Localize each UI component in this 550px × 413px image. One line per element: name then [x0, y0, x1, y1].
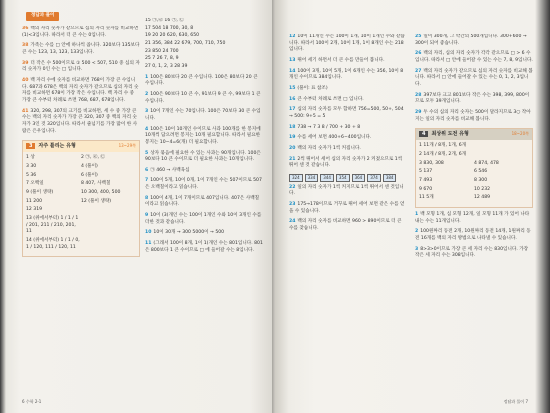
answer-row — [419, 169, 529, 176]
item-number: 17 — [289, 107, 296, 113]
answer-item — [289, 107, 407, 120]
answer-item — [145, 92, 263, 105]
answer-row — [26, 181, 136, 188]
item-text: 397보다 크고 801보다 작은 수는 398, 399, 800이므로 모두 39개입니다. — [415, 92, 530, 105]
answer-row: 25 7 26 7, 8, 9 — [145, 56, 179, 62]
answer-item — [145, 127, 263, 147]
item-number: 18 — [289, 124, 296, 130]
answer-cell: 8 407, 사백칠 — [81, 181, 111, 187]
answer-row: 27 0, 1, 2, 3 28 39 — [145, 63, 188, 69]
answer-item — [415, 212, 533, 225]
item-text: 10이 7개인 수는 70입니다. 100은 70보다 30 큰 수입니다. — [145, 109, 261, 121]
item-number: 13 — [289, 57, 296, 63]
section-badge: 3 — [26, 143, 35, 149]
answer-cell: 5 36 — [26, 172, 37, 178]
page-footer-left: 6 수학 2-1 — [22, 399, 42, 405]
section-top-challenge — [415, 128, 533, 208]
item-text: 100은 10이 10개인 수이므로 사과 100개를 한 봉지에 10개씩 담으려면 봉지는 10개 필요합니다. 따라서 필요한 봉지는 10−4=6(개) 더 필요합니다. — [145, 126, 261, 145]
answer-cell — [81, 238, 136, 251]
item-text: 100원짜리 동전 2개, 10원짜리 동전 14개, 1원짜리 동전 16개를 백의 자리 방법으로 나타낼 수 있습니다. — [415, 229, 531, 242]
answer-cell: 6 (풀이) — [81, 172, 98, 178]
item-text: 백 모형 1개, 십 모형 12개, 일 모형 11개 가 있어 나타내는 수는 11개입니다. — [415, 212, 530, 224]
answer-cell: 1 상 — [26, 155, 35, 161]
answer-row — [26, 216, 136, 236]
sequence-box: 334 — [305, 174, 319, 182]
item-number: 7 — [145, 178, 149, 184]
section-answers — [416, 140, 532, 207]
answer-item — [145, 230, 263, 237]
answer-cell: 12 489 — [474, 195, 491, 201]
answer-cell: 4 874, 478 — [474, 160, 499, 166]
item-text: 백의 자리 숫자가 1씩 커집니다. — [297, 145, 361, 151]
sequence-box: 344 — [320, 174, 334, 182]
answer-row — [419, 152, 529, 159]
item-number: 29 — [415, 109, 422, 115]
item-number: 26 — [415, 51, 422, 57]
answer-item — [289, 69, 407, 82]
sequence-box: 354 — [336, 174, 350, 182]
answer-item — [145, 196, 263, 209]
item-text: 두 수의 십의 자리 숫자는 500이 달라지므로 3○ 작아지는 일의 자리 숫자를 비교해 봅니다. — [415, 109, 531, 122]
item-number: 28 — [415, 92, 422, 98]
item-number: 40 — [22, 77, 29, 83]
sequence-box: 374 — [367, 174, 381, 182]
answer-cell: 3 830, 308 — [419, 160, 444, 166]
answer-row — [419, 187, 529, 194]
answer-cell: 10 232 — [474, 186, 491, 192]
item-number: 8 — [145, 195, 149, 201]
answer-cell — [474, 152, 529, 159]
answer-row — [419, 143, 529, 150]
item-text: 2씩 뛰어서 세어 십의 자리 숫자가 2 커졌으므로 1씩 뛰어 센 것 같습니다. — [289, 156, 403, 169]
answer-row: 23 850 24 700 — [145, 48, 179, 54]
item-number: 1 — [145, 74, 149, 80]
item-text: 8>3>0이므로 가장 큰 세 자리 수는 830입니다. 가장 작은 세 자리 수는 308입니다. — [415, 246, 529, 259]
right-page — [275, 0, 550, 413]
answer-cell — [81, 207, 136, 214]
item-text: 일의 자리 숫자가 1씩 커지므로 1씩 뛰어서 센 것입니다. — [289, 184, 404, 197]
page-footer-right: 정답과 풀이 7 — [503, 399, 528, 405]
item-text: 320, 298, 307의 크기를 비교하면, 세 수 중 가장 큰 수는 백의 자리 숫자가 가장 큰 320, 307 중 백의 자리 숫자가 3인 것 320입니다. 따라서 줄넘기를 가장 많이 한 사람은 은우입니다. — [22, 108, 138, 134]
answer-item — [289, 219, 407, 232]
item-number: 22 — [289, 184, 296, 190]
answer-item — [415, 247, 533, 260]
answer-row — [26, 190, 136, 197]
answer-cell: 5 137 — [419, 169, 433, 175]
item-number: 14 — [289, 68, 296, 74]
answer-item — [22, 26, 140, 39]
item-text: (그래서 100이 8개, 1이 1)개인 수는 801입니다. 801은 800보다 1 큰 수이므로 □ 에 들어갈 수는 8입니다. — [145, 241, 263, 253]
answer-item — [22, 109, 140, 136]
item-text: 100이 3개, 10이 5개, 1이 6개인 수는 356, 10이 8개인 수이므로 384입니다. — [289, 68, 404, 81]
item-number: 10 — [145, 230, 152, 236]
section-title: 자주 틀리는 유형 — [38, 143, 76, 150]
answer-cell: 12 319 — [26, 207, 43, 213]
item-number: 2 — [145, 91, 149, 97]
number-sequence — [289, 174, 407, 182]
item-text: 10이 (3)개인 수는 100이 1개인 수와 10이 3개인 수를 더한 것과 같습니다. — [145, 213, 262, 225]
answer-cell: 6 546 — [474, 169, 488, 175]
item-number: 6 — [145, 167, 149, 173]
answer-cell: 12 (풀이 생략) — [81, 198, 112, 204]
answer-item — [289, 146, 407, 153]
section-answers — [23, 152, 139, 256]
answer-cell: 11 5개 — [419, 195, 434, 201]
item-number: 9 — [145, 213, 149, 219]
answer-row — [26, 173, 136, 180]
answer-item — [145, 241, 263, 254]
answer-cell: 2 14개 / 8개, 2개, 6개 — [419, 152, 467, 158]
item-text: 100은 80보다 20 큰 수입니다. 100은 80보다 20 큰 수입니다. — [145, 74, 258, 87]
item-number: 25 — [415, 34, 422, 39]
item-number: 3 — [415, 246, 419, 252]
answer-row — [26, 155, 136, 162]
section-badge: 4 — [419, 131, 428, 137]
answer-item — [289, 157, 407, 170]
item-text: 백의 자리 숫자가 같으므로 십의 자리 숫자를 비교해 봅니다. 따라서 □ 안에 들어갈 수 있는 수는 0, 1, 2, 3입니다. — [415, 68, 533, 87]
answer-item — [145, 109, 263, 122]
page-header-tab: 정답과 풀이 — [26, 12, 59, 21]
answer-item — [22, 78, 140, 105]
item-number: 16 — [289, 96, 296, 102]
answer-cell: 10 300, 400, 500 — [81, 190, 121, 196]
answer-cell: 9 (풀이 생략) — [26, 190, 54, 196]
answer-item — [145, 75, 263, 88]
answer-item — [289, 125, 407, 132]
item-number: 20 — [289, 145, 296, 151]
item-text: 백의 자리 숫자를 비교하면 960 > 890이므로 더 큰 수를 찾습니다. — [289, 219, 402, 231]
answer-cell: 3 30 — [26, 164, 37, 170]
answer-cell: 9 670 — [419, 186, 433, 192]
answer-item — [289, 86, 407, 93]
answer-row: 19 20 20 620, 630, 650 — [145, 33, 200, 39]
answer-item — [415, 93, 533, 106]
item-number: 2 — [415, 229, 419, 235]
answer-item — [415, 110, 533, 123]
item-text: 10이 30개 → 300 5000이 → 500 — [153, 230, 225, 236]
item-number: 36 — [22, 26, 29, 31]
answer-item — [145, 213, 263, 226]
item-number: 4 — [145, 126, 149, 132]
answer-item — [289, 185, 407, 198]
item-text: 일이 300개, 그 약간의 500개입니다. 300+600 → 300이 되어 좋습니다. — [415, 34, 527, 46]
answer-item — [415, 51, 533, 64]
item-text: 수를 세어 보면 400+6−400입니다. — [297, 135, 372, 141]
section-frequent-mistakes — [22, 140, 140, 257]
answer-row — [26, 207, 136, 214]
right-column-2 — [415, 34, 533, 264]
item-number: 24 — [289, 219, 296, 225]
item-number: 15 — [289, 85, 296, 91]
answer-item — [145, 178, 263, 191]
sequence-box: 364 — [352, 174, 366, 182]
item-number: 11 — [145, 241, 152, 247]
answer-cell: 13 (위에서부터) 1 / 1 / 1 / 201, 211 / 210, 201, 11 — [26, 216, 79, 235]
section-range: 18~20쪽 — [511, 131, 529, 137]
answer-row — [419, 195, 529, 202]
answer-list — [145, 18, 263, 71]
item-text: 100이 5개, 10이 0개, 1이 7개인 수는 507이므로 507은 오백칠이라고 읽습니다. — [145, 178, 262, 191]
answer-item — [145, 168, 263, 175]
right-column-1 — [289, 34, 407, 237]
section-range: 13~29쪽 — [118, 143, 136, 149]
left-column — [22, 26, 140, 257]
item-text: 상자 묶음에 필요한 수 있는 사과는 90개입니다. 100은 90보다 10 큰 수이므로 더 필요한 사과는 10개입니다. — [145, 150, 261, 163]
section-title: 최상위 도전 유형 — [431, 131, 469, 138]
item-text: 백의 자리, 십의 자리 숫자가 각각 같으므로 □ > 6 수입니다. 따라서 □ 안에 들어갈 수 있는 수는 7, 8, 9입니다. — [415, 51, 533, 63]
answer-row — [26, 164, 136, 171]
item-number: 38 — [22, 43, 29, 49]
item-text: 738 → 7 3 8 / 700 + 30 + 8 — [297, 124, 361, 130]
answer-item — [289, 34, 407, 54]
item-number: 19 — [289, 135, 296, 141]
answer-row — [26, 238, 136, 251]
answer-cell: 1 11개 / 8개, 1개, 6개 — [419, 143, 467, 149]
answer-row — [419, 178, 529, 185]
answer-cell: 7 493 — [419, 178, 433, 184]
item-text: 큰 수부터 차례로 쓰면 □ 입니다. — [297, 96, 364, 102]
item-text: 백의 자리 숫자가 같으므로 십의 자리 숫자를 비교하면 (1)<3입니다. 따라서 더 큰 수는 0입니다. — [22, 26, 139, 38]
item-number: 21 — [289, 156, 296, 162]
item-text: 뛰어 세기 하면서 더 큰 수를 만들어 봅니다. — [297, 57, 385, 63]
answer-item — [289, 135, 407, 142]
answer-row — [26, 199, 136, 206]
middle-column — [145, 18, 263, 258]
sequence-box: 384 — [383, 174, 397, 182]
item-number: 41 — [22, 108, 29, 114]
answer-item — [289, 202, 407, 215]
sequence-box: 324 — [289, 174, 303, 182]
item-text: (풀이: 표 참조) — [297, 85, 328, 91]
item-number: 3 — [145, 109, 149, 115]
answer-row: 21 356, 384 22 679, 700, 710, 750 — [145, 40, 226, 46]
item-text: 가족는 수를 □ 안에 하나씩 씁니다. 320보다 135보다 큰 수는 123, 13, 123, 133입니다. — [22, 43, 140, 55]
answer-cell: 11 200 — [26, 198, 43, 204]
answer-item — [22, 61, 140, 74]
answer-item — [415, 34, 533, 47]
item-text: 100이 4개, 1이 7개이므로 407입니다. 407은 사백칠이라고 읽습니다. — [145, 195, 260, 208]
item-text: 십의 자리 숫자를 모두 합하면 756=500, 50+, 504 → 500: 9+5 = 5 — [289, 107, 404, 119]
item-text: 백 자리 수에 숫자를 비교하면 768이 가장 큰 수입니다. 687과 678은 백의 자리 숫자가 같으므로 십의 자리 숫자를 비교하면 678이 가장 작은 수입니다. 백 자리 수 중 가장 큰 수부터 차례로 쓰면 768, 687, 678입니다. — [22, 77, 139, 103]
answer-cell: 2 ㉠, ㉣, ㉢ — [81, 155, 106, 161]
answer-row: 17 504 18 700, 30, 8 — [145, 25, 194, 31]
item-text: 더 작은 수 500이므로 ① 500 < 507, 510 중 십의 자리 숫자가 0인 수는 □ 입니다. — [22, 60, 140, 73]
answer-item — [415, 69, 533, 89]
item-number: 23 — [289, 201, 296, 207]
item-text: 100은 90보다 10 큰 수, 91보다 9 큰 수, 99보다 1 큰 수입니다. — [145, 91, 261, 104]
item-number: 27 — [415, 68, 422, 74]
answer-cell: 7 오백일 — [26, 181, 44, 187]
answer-cell — [474, 143, 529, 150]
answer-row: 15 ㉠,㉣ 16 ㉠, ㉢ — [145, 18, 184, 23]
item-number: 5 — [145, 150, 149, 156]
answer-row — [419, 161, 529, 168]
answer-item — [22, 43, 140, 56]
item-number: 39 — [22, 60, 29, 66]
item-text: 175→178이므로 거꾸로 뛰어 세어 보면 같은 수를 얻을 수 있습니다. — [289, 201, 405, 214]
answer-item — [145, 151, 263, 164]
answer-item — [415, 229, 533, 242]
answer-item — [289, 58, 407, 65]
item-number: 12 — [289, 34, 296, 39]
answer-cell: 4 (풀이) — [81, 164, 98, 170]
answer-item — [289, 97, 407, 104]
answer-cell: 8 300 — [474, 178, 488, 184]
item-text: ㉠ 460 → 사백육십 — [150, 167, 190, 173]
answer-cell — [81, 216, 136, 236]
answer-cell: 14 (위에서부터) 1 / 1 / 0, 1 / 120, 111 / 120, 11 — [26, 238, 80, 250]
item-text: 10이 11개인 수는 100이 1개, 10이 1개인 수와 같습니다. 따라서 100이 2개, 10이 1개, 1이 8개인 수는 218입니다. — [289, 34, 405, 53]
item-number: 1 — [415, 212, 419, 218]
